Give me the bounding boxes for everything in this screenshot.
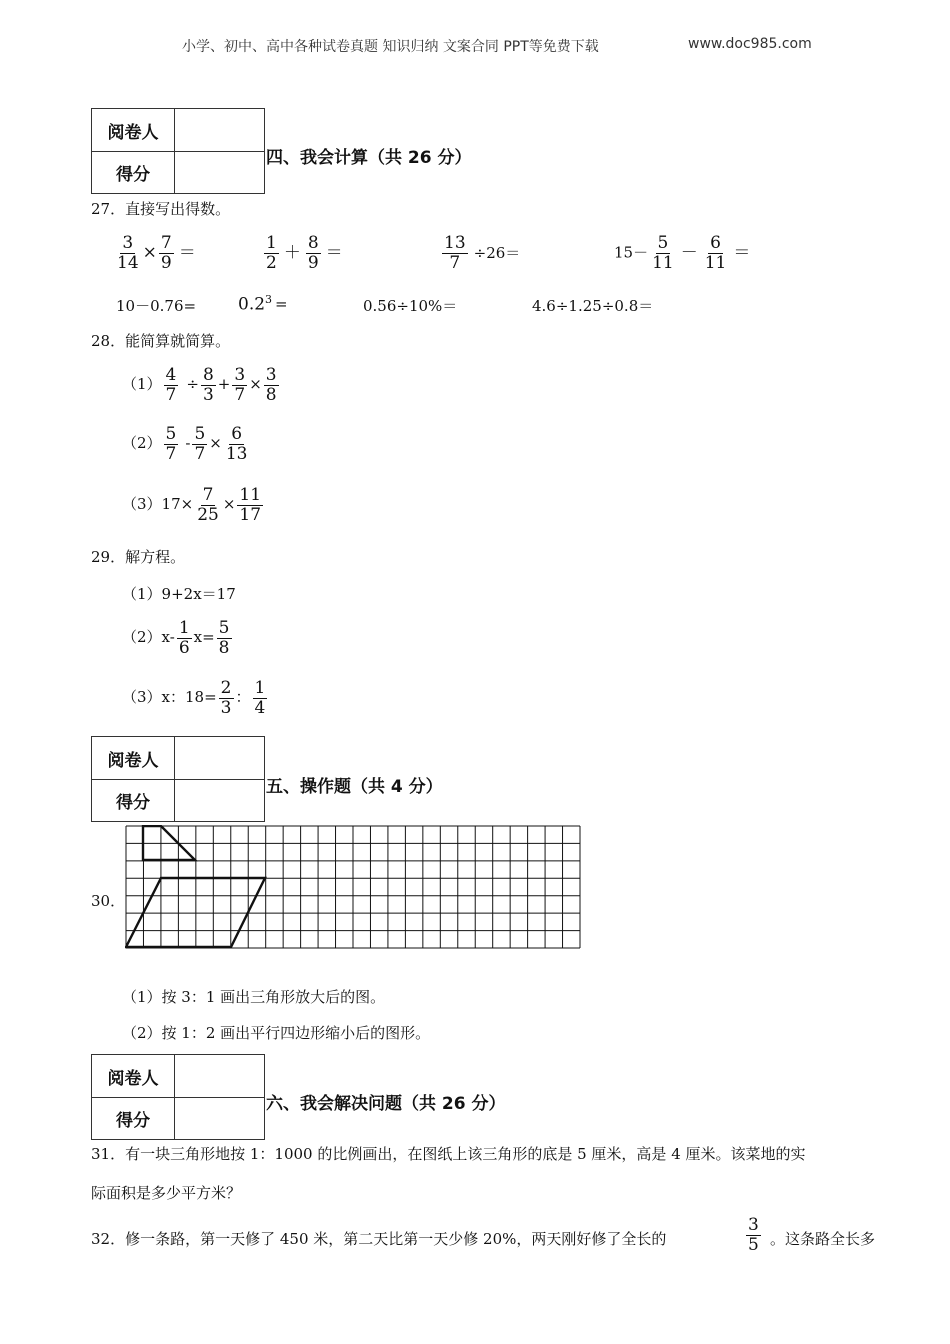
fraction	[237, 486, 263, 524]
fraction	[195, 486, 221, 524]
numerator: 1	[254, 678, 266, 698]
header-banner: 小学、初中、高中各种试卷真题 知识归纳 文案合同 PPT等免费下载	[182, 39, 599, 55]
fraction	[253, 679, 268, 717]
part-label: （3）	[122, 495, 162, 514]
score-label: 得分	[92, 1097, 175, 1139]
reviewer-label: 阅卷人	[92, 109, 175, 151]
q32-fraction	[744, 1216, 763, 1254]
q28-part-3	[122, 486, 265, 524]
denominator: 3	[220, 697, 232, 718]
power-exponent: 3	[265, 293, 273, 306]
fraction	[164, 425, 179, 463]
numerator: 3	[234, 365, 246, 385]
numerator: 5	[194, 424, 206, 444]
score-box-section6	[91, 1054, 265, 1140]
equals: =	[275, 295, 288, 314]
fraction	[224, 425, 250, 463]
score-box-row-reviewer	[92, 109, 264, 152]
section6-title: 六、我会解决问题（共 26 分）	[266, 1094, 506, 1114]
numerator: 7	[202, 485, 214, 505]
q27-item-4	[614, 234, 753, 272]
operator: ×	[209, 434, 222, 453]
fraction	[232, 366, 247, 404]
numerator: 3	[122, 233, 134, 253]
part-label: （1）	[122, 375, 162, 394]
q30-label: 30．	[91, 892, 126, 910]
score-box-section4	[91, 108, 265, 194]
fraction	[201, 366, 216, 404]
fraction	[264, 234, 279, 272]
q29-part-1: （1）9+2x＝17	[122, 585, 236, 603]
expression-lead: x-	[161, 628, 175, 647]
q27-item-6	[238, 293, 288, 314]
expression-mid: ：	[235, 688, 251, 707]
numerator: 4	[165, 365, 177, 385]
fraction	[264, 366, 279, 404]
numerator: 1	[266, 233, 277, 253]
q28-part-2	[122, 425, 252, 463]
fraction	[703, 234, 729, 272]
part-label: （3）	[122, 688, 162, 707]
numerator: 3	[748, 1215, 759, 1235]
numerator: 5	[218, 618, 230, 638]
expression-lead: x：18=	[161, 688, 217, 707]
q27-item-3	[440, 234, 520, 272]
operator: ×	[249, 375, 262, 394]
denominator: 2	[266, 252, 277, 273]
denominator: 9	[307, 252, 319, 273]
expression-lead: 15－	[614, 243, 649, 262]
denominator: 13	[225, 443, 248, 464]
expression-rest: ÷26＝	[473, 243, 521, 262]
q29-part-2	[122, 619, 234, 657]
q30-grid-figure	[125, 825, 581, 949]
q31-text-line2: 际面积是多少平方米？	[91, 1184, 242, 1202]
score-box-row-score	[92, 779, 264, 821]
operator: ×	[222, 495, 236, 514]
part-label: （2）	[122, 434, 162, 453]
fraction	[164, 366, 179, 404]
numerator: 2	[220, 678, 232, 698]
reviewer-label: 阅卷人	[92, 1055, 175, 1097]
score-box-row-score	[92, 151, 264, 193]
denominator: 8	[265, 384, 277, 405]
numerator: 6	[710, 233, 721, 253]
denominator: 5	[748, 1234, 759, 1255]
q27-item-2	[262, 234, 346, 272]
q28-part-1	[122, 366, 281, 404]
numerator: 8	[202, 365, 214, 385]
numerator: 1	[178, 618, 190, 638]
numerator: 6	[231, 424, 243, 444]
q32-text-tail: 。这条路全长多	[770, 1230, 876, 1248]
equals: ＝	[733, 242, 751, 263]
numerator: 5	[165, 424, 177, 444]
denominator: 25	[197, 504, 219, 525]
section5-title: 五、操作题（共 4 分）	[266, 777, 443, 797]
q27-item-7: 0.56÷10%＝	[363, 297, 458, 315]
fraction	[650, 234, 676, 272]
q27-item-8: 4.6÷1.25÷0.8＝	[532, 297, 654, 315]
fraction	[306, 234, 321, 272]
q29-prompt: 29．解方程。	[91, 548, 186, 566]
q27-item-5: 10－0.76=	[116, 297, 197, 315]
operator: ×	[142, 242, 157, 263]
denominator: 14	[117, 252, 139, 273]
power-base: 0.2	[238, 294, 266, 315]
q29-part-3	[122, 679, 269, 717]
denominator: 17	[239, 504, 262, 525]
score-box-section5	[91, 736, 265, 822]
q28-prompt: 28．能简算就简算。	[91, 332, 231, 350]
header-site: www.doc985.com	[688, 36, 812, 52]
fraction	[115, 234, 141, 272]
operator: +	[217, 375, 231, 394]
fraction	[219, 679, 234, 717]
fraction	[159, 234, 174, 272]
denominator: 7	[165, 384, 177, 405]
fraction	[217, 619, 232, 657]
operator: ＋	[283, 242, 301, 263]
expression-lead: 17×	[161, 495, 194, 514]
score-box-row-score	[92, 1097, 264, 1139]
equals: ＝	[325, 242, 343, 263]
score-label: 得分	[92, 779, 175, 821]
numerator: 13	[444, 233, 466, 253]
denominator: 7	[165, 443, 177, 464]
numerator: 8	[307, 233, 319, 253]
denominator: 7	[234, 384, 246, 405]
expression-mid: x=	[193, 628, 215, 647]
denominator: 6	[178, 637, 190, 658]
score-box-row-reviewer	[92, 737, 264, 780]
reviewer-label: 阅卷人	[92, 737, 175, 779]
denominator: 4	[254, 697, 266, 718]
numerator: 7	[160, 233, 172, 253]
score-box-row-reviewer	[92, 1055, 264, 1098]
fraction	[442, 234, 468, 272]
part-label: （2）	[122, 628, 162, 647]
denominator: 11	[704, 252, 727, 273]
equals: ＝	[178, 242, 196, 263]
section4-title: 四、我会计算（共 26 分）	[266, 148, 472, 168]
denominator: 9	[160, 252, 172, 273]
fraction	[177, 619, 192, 657]
denominator: 8	[218, 637, 230, 658]
denominator: 11	[652, 252, 674, 273]
denominator: 7	[449, 252, 461, 273]
q30-instruction-2: （2）按 1：2 画出平行四边形缩小后的图形。	[122, 1024, 431, 1042]
q31-text-line1: 31．有一块三角形地按 1：1000 的比例画出，在图纸上该三角形的底是 5 厘米，高是 4 厘米。该菜地的实	[91, 1145, 806, 1163]
score-label: 得分	[92, 151, 175, 193]
fraction	[192, 425, 207, 463]
numerator: 3	[265, 365, 277, 385]
operator: ÷	[186, 375, 199, 394]
q32-text-lead: 32．修一条路，第一天修了 450 米，第二天比第一天少修 20%，两天刚好修了全长的	[91, 1230, 667, 1248]
operator: －	[680, 242, 698, 263]
numerator: 5	[657, 233, 669, 253]
denominator: 3	[202, 384, 214, 405]
q27-prompt: 27．直接写出得数。	[91, 200, 231, 218]
denominator: 7	[194, 443, 206, 464]
q30-instruction-1: （1）按 3：1 画出三角形放大后的图。	[122, 988, 386, 1006]
operator: -	[185, 434, 191, 453]
q27-item-1	[113, 234, 199, 272]
fraction	[746, 1216, 761, 1254]
numerator: 11	[239, 485, 262, 505]
